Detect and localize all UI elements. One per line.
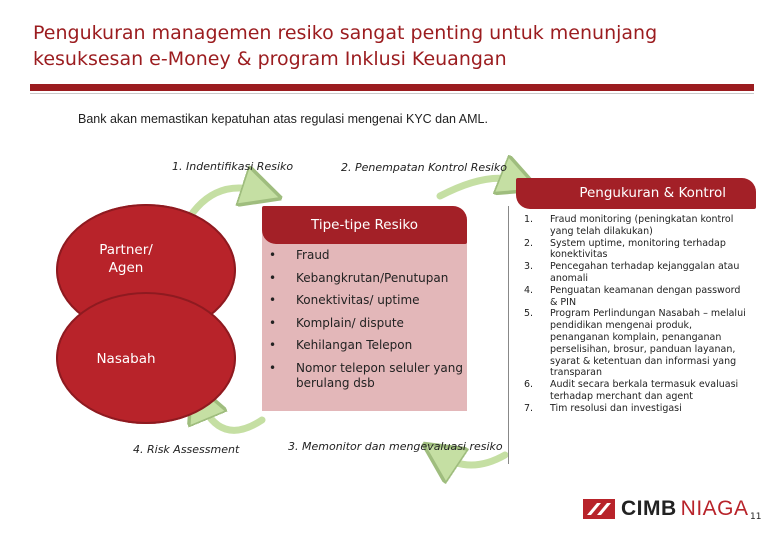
logo-niaga: NIAGA xyxy=(680,497,749,520)
control-item-text: System uptime, monitoring terhadap konektivitas xyxy=(550,237,726,261)
control-item-text: Penguatan keamanan dengan password & PIN xyxy=(550,284,741,308)
control-item-text: Pencegahan terhadap kejanggalan atau anomali xyxy=(550,261,740,284)
control-item xyxy=(524,261,750,285)
customer-label: Nasabah xyxy=(96,351,156,367)
control-item-number: 1. xyxy=(524,214,534,225)
arrow-bottom-right xyxy=(440,455,505,465)
arrow-top-right xyxy=(440,178,520,196)
step-identify-risk: 1. Indentifikasi Resiko xyxy=(172,160,294,173)
control-item xyxy=(524,403,750,415)
intro-text: Bank akan memastikan kepatuhan atas regulasi mengenai KYC dan AML. xyxy=(78,112,488,126)
risk-item: • Kebangkrutan/Penutupan xyxy=(268,271,464,286)
controls-header-label: Pengukuran & Kontrol xyxy=(579,185,726,201)
page-number: 11 xyxy=(750,512,762,522)
controls-list xyxy=(524,214,750,415)
control-item-text: Audit secara berkala termasuk evaluasi terhadap merchant dan agent xyxy=(550,379,739,402)
control-item xyxy=(524,238,750,262)
partner-label-line2: Agen xyxy=(108,260,144,276)
cimb-niaga-logo xyxy=(583,497,749,521)
risk-types-header: Tipe-tipe Resiko xyxy=(262,206,467,244)
control-item-number: 3. xyxy=(524,261,534,273)
logo-wordmark xyxy=(621,497,749,521)
risk-types-list xyxy=(268,248,464,398)
step-place-control: 2. Penempatan Kontrol Resiko xyxy=(341,161,508,174)
partner-label-line1: Partner/ xyxy=(99,242,153,258)
control-item-text: Program Perlindungan Nasabah – melalui pendidikan mengenai produk, penanganan komplain, penanganan perselisihan, brosur, panduan layanan, syarat & ketentuan dan informasi yang transparan xyxy=(550,308,746,379)
control-item-text: Tim resolusi dan investigasi xyxy=(550,402,682,414)
control-item-number: 7. xyxy=(524,402,534,414)
control-item-text: Fraud monitoring (peningkatan kontrol yang telah dilakukan) xyxy=(550,214,734,237)
control-item xyxy=(524,214,750,238)
risk-item: • Nomor telepon seluler yang berulang dsb xyxy=(268,361,464,391)
control-item xyxy=(524,285,750,309)
cimb-niaga-logo-icon xyxy=(583,499,615,519)
control-item xyxy=(524,379,750,403)
control-item-number: 2. xyxy=(524,237,534,249)
step-risk-assessment: 4. Risk Assessment xyxy=(133,443,240,456)
partner-agent-label xyxy=(66,241,186,277)
risk-item: • Komplain/ dispute xyxy=(268,316,464,331)
risk-item: • Kehilangan Telepon xyxy=(268,338,464,353)
step-monitor-evaluate: 3. Memonitor dan mengevaluasi resiko xyxy=(288,440,503,453)
risk-item: • Fraud xyxy=(268,248,464,263)
control-item-number: 6. xyxy=(524,379,534,391)
slide-title: Pengukuran managemen resiko sangat penting untuk menunjang kesuksesan e-Money & program Inklusi Keuangan xyxy=(33,22,658,70)
controls-header xyxy=(516,178,756,209)
controls-divider xyxy=(508,206,509,464)
logo-cimb: CIMB xyxy=(621,497,677,520)
risk-item: • Konektivitas/ uptime xyxy=(268,293,464,308)
control-item xyxy=(524,308,750,379)
control-item-number: 5. xyxy=(524,308,534,320)
control-item-number: 4. xyxy=(524,284,534,296)
